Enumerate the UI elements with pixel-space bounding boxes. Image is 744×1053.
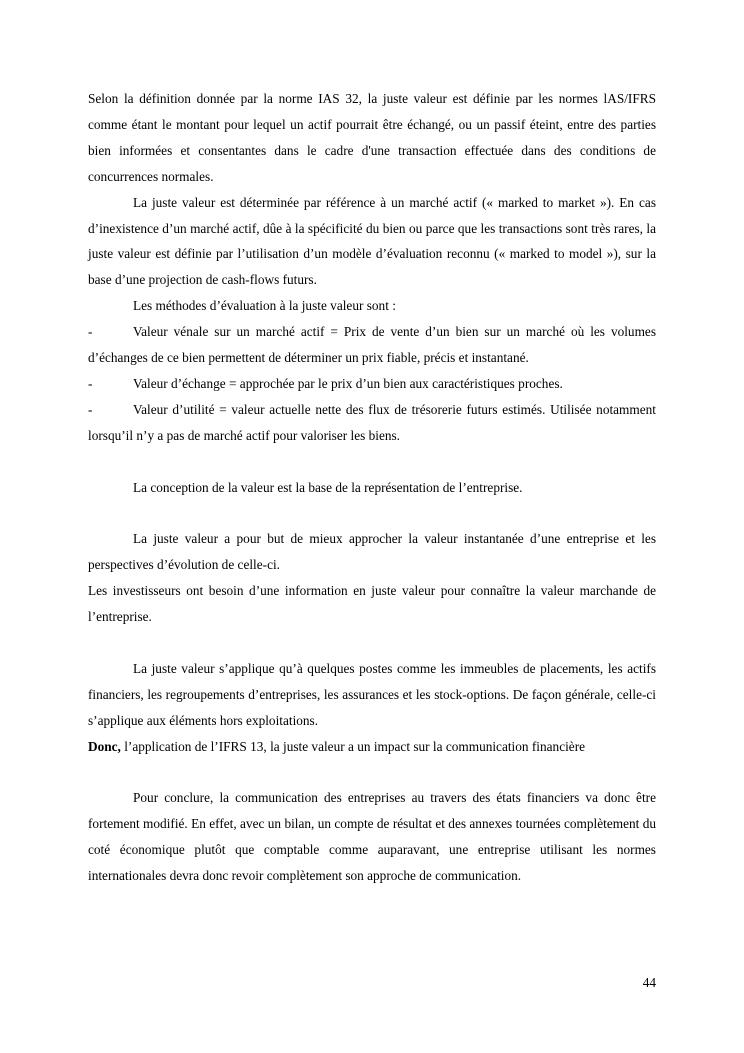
- bullet-dash: -: [88, 375, 93, 391]
- paragraph-ias32-definition: Selon la définition donnée par la norme IAS 32, la juste valeur est définie par les normes lAS/IFRS comme étant le montant pour lequel un actif pourrait être échangé, ou un passif éteint, entre des parties bien informées et consentantes dans le cadre d'une transaction effectuée dans des conditions de concurrences normales.: [88, 91, 656, 184]
- bullet-item: [88, 319, 656, 371]
- spacer: [88, 449, 656, 475]
- bullet-item: [88, 397, 656, 449]
- paragraph-investisseurs: Les investisseurs ont besoin d’une information en juste valeur pour connaître la valeur marchande de l’entreprise.: [88, 583, 656, 625]
- spacer: [88, 630, 656, 656]
- bullet-content: Valeur d’échange = approchée par le prix d’un bien aux caractéristiques proches.: [133, 375, 563, 391]
- bullet-text-valeur-venale: [88, 319, 656, 371]
- bullet-text-valeur-echange: [88, 371, 656, 397]
- bullet-dash: -: [88, 324, 93, 340]
- paragraph-donc-ifrs13: [88, 734, 656, 760]
- bullet-text-valeur-utilite: [88, 397, 656, 449]
- bullet-dash: -: [88, 401, 93, 417]
- paragraph-conclusion: Pour conclure, la communication des entreprises au travers des états financiers va donc être fortement modifié. En effet, avec un bilan, un compte de résultat et des annexes tournées complètement du coté économique plutôt que comptable comme auparavant, une entreprise utilisant les normes internationales devra donc revoir complètement son approche de communication.: [88, 790, 656, 884]
- document-body: [88, 86, 656, 889]
- paragraph-methods-intro: Les méthodes d’évaluation à la juste valeur sont :: [133, 298, 396, 314]
- paragraph-donc-rest: l’application de l’IFRS 13, la juste valeur a un impact sur la communication financière: [120, 738, 586, 754]
- bullet-content: Valeur d’utilité = valeur actuelle nette des flux de trésorerie futurs estimés. Utilisée notamment lorsqu’il n’y a pas de marché actif pour valoriser les biens.: [88, 401, 656, 443]
- paragraph-postes-concernes: La juste valeur s’applique qu’à quelques postes comme les immeubles de placements, les actifs financiers, les regroupements d’entreprises, les assurances et les stock-options. De façon générale, celle-ci s’applique aux éléments hors exploitations.: [88, 660, 656, 728]
- paragraph-conception-valeur: La conception de la valeur est la base de la représentation de l’entreprise.: [133, 479, 523, 495]
- bullet-content: Valeur vénale sur un marché actif = Prix de vente d’un bien sur un marché où les volumes d’échanges de ce bien permettent de déterminer un prix fiable, précis et instantané.: [88, 324, 656, 366]
- paragraph-marked-to-market: La juste valeur est déterminée par référence à un marché actif (« marked to market »). En cas d’inexistence d’un marché actif, dûe à la spécificité du bien ou parce que les transactions sont très rares, la juste valeur est définie par l’utilisation d’un modèle d’évaluation reconnu (« marked to model »), sur la base d’une projection de cash-flows futurs.: [88, 194, 656, 288]
- bullet-item: [88, 371, 656, 397]
- spacer: [88, 760, 656, 786]
- bold-lead: Donc,: [88, 738, 121, 754]
- paragraph-but-juste-valeur: La juste valeur a pour but de mieux approcher la valeur instantanée d’une entreprise et les perspectives d’évolution de celle-ci.: [88, 531, 656, 573]
- page-number: 44: [642, 975, 656, 990]
- spacer: [88, 500, 656, 526]
